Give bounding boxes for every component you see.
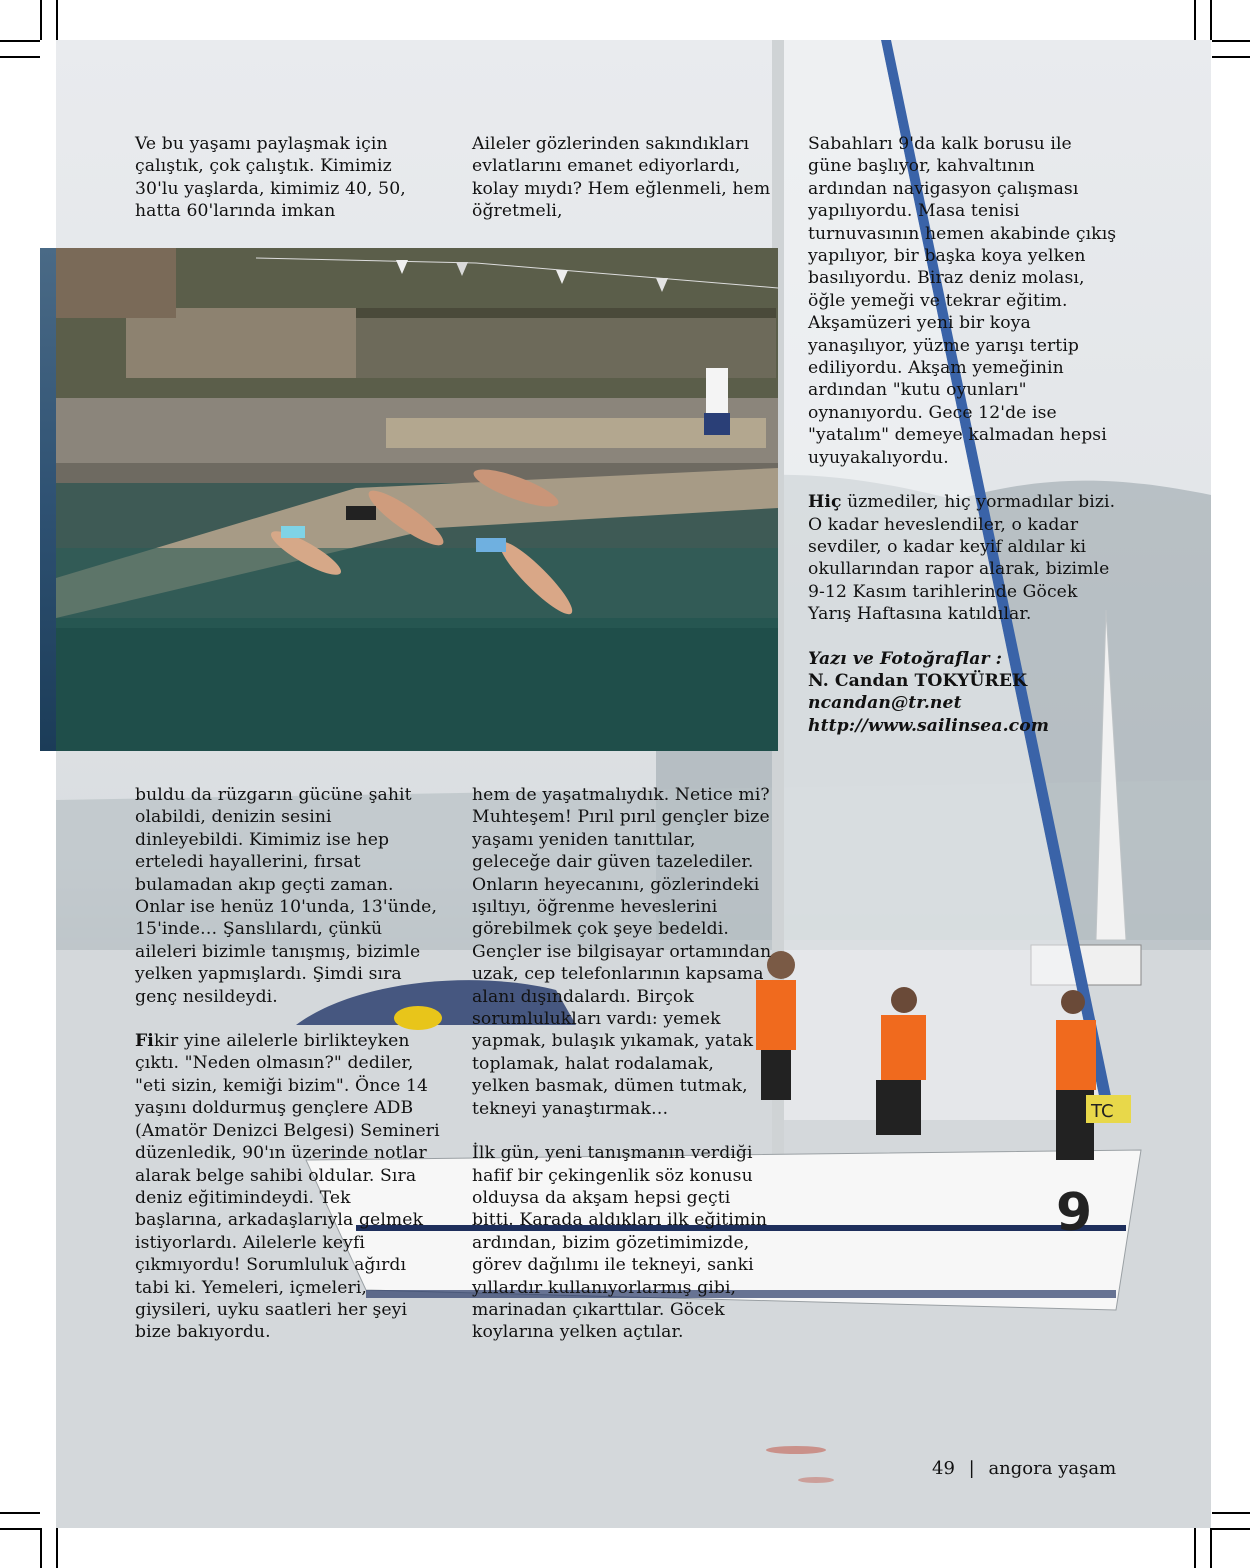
page-edge-strip <box>40 248 56 751</box>
credits-email[interactable]: ncandan@tr.net <box>808 693 962 714</box>
drop-lead: Hiç <box>808 492 842 513</box>
crop-mark <box>1210 0 1212 40</box>
body-paragraph: Sabahları 9'da kalk borusu ile güne başlıyor, kahvaltının ardından navigasyon çalışması yapılıyordu. Masa tenisi turnuvasının hemen akabinde çıkış yapılıyor, bir başka koya yelken basılıyordu. Biraz deniz molası, öğle yemeği ve tekrar eğitim. Akşamüzeri yeni bir koya yanaşılıyor, yüzme yarışı tertip ediliyordu. Akşam yemeğinin ardından "kutu oyunları" oynanıyordu. Gece 12'de ise "yatalım" demeye kalmadan hepsi uyuyakalıyordu. <box>808 134 1117 468</box>
column-1-bottom <box>135 784 440 1344</box>
crop-mark <box>56 0 58 40</box>
body-paragraph: Ve bu yaşamı paylaşmak için çalıştık, çok çalıştık. Kimimiz 30'lu yaşlarda, kimimiz 40, 50, hatta 60'larında imkan <box>135 134 406 222</box>
body-paragraph: buldu da rüzgarın gücüne şahit olabildi, denizin sesini dinleyebildi. Kimimiz ise hep erteledi hayallerini, fırsat bulamadan akıp geçti zaman. Onlar ise henüz 10'unda, 13'ünde, 15'inde… Şanslılardı, çünkü aileleri bizimle tanışmış, bizimle yelken yapmışlardı. Şimdi sıra genç nesildeydi. <box>135 785 438 1007</box>
crop-mark <box>1194 1528 1196 1568</box>
crop-mark <box>40 1528 42 1568</box>
magazine-name: angora yaşam <box>988 1458 1117 1479</box>
body-paragraph <box>135 1030 440 1344</box>
body-paragraph: hem de yaşatmalıydık. Netice mi? Muhteşem! Pırıl pırıl gençler bize yaşamı yeniden tanıttılar, geleceğe dair güven tazelediler. Onların heyecanını, gözlerindeki ışıltıyı, öğrenme heveslerini görebilmek çok şeye bedeldi. Gençler ise bilgisayar ortamından uzak, cep telefonlarının kapsama alanı dışındalardı. Birçok sorumlulukları vardı: yemek yapmak, bulaşık yıkamak, yatak toplamak, halat rodalamak, yelken basmak, dümen tutmak, tekneyi yanaştırmak… <box>472 785 772 1119</box>
crop-mark <box>0 1528 40 1530</box>
crop-mark <box>0 40 40 42</box>
pier-diving-photo <box>56 248 778 751</box>
body-paragraph <box>808 491 1118 625</box>
column-2-top <box>472 133 780 245</box>
column-2-bottom <box>472 784 777 1344</box>
stern-tag-text: TC <box>1091 1101 1114 1122</box>
crop-mark <box>1212 1528 1250 1530</box>
credits-website[interactable]: http://www.sailinsea.com <box>808 715 1050 736</box>
credits <box>808 648 1118 738</box>
crop-mark <box>40 0 42 40</box>
body-paragraph: Aileler gözlerinden sakındıkları evlatlarını emanet ediyorlardı, kolay mıydı? Hem eğlenmeli, hem öğretmeli, <box>472 134 771 222</box>
footer-separator: | <box>968 1458 975 1479</box>
sail-number-text: 9 <box>1056 1183 1093 1243</box>
page-footer <box>932 1458 1116 1479</box>
crop-mark <box>56 1528 58 1568</box>
pier-diving-scene <box>56 248 778 751</box>
drop-lead: Fi <box>135 1031 154 1052</box>
crop-mark <box>1194 0 1196 40</box>
column-3 <box>808 133 1118 737</box>
crop-mark <box>1212 40 1250 42</box>
credits-author: N. Candan TOKYÜREK <box>808 670 1028 691</box>
crop-mark <box>1212 56 1250 58</box>
body-text: üzmediler, hiç yormadılar bizi. O kadar heveslendiler, o kadar sevdiler, o kadar keyif aldılar ki okullarından rapor alarak, bizimle 9-12 Kasım tarihlerinde Göcek Yarış Haftasına katıldılar. <box>808 492 1116 625</box>
crop-mark <box>0 56 40 58</box>
body-paragraph: İlk gün, yeni tanışmanın verdiği hafif bir çekingenlik söz konusu olduysa da akşam hepsi geçti bitti. Karada aldıkları ilk eğitimin ardından, bizim gözetimimizde, görev dağılımı ile tekneyi, sanki yıllardır kullanıyorlarmış gibi, marinadan çıkarttılar. Göcek koylarına yelken açtılar. <box>472 1143 767 1343</box>
crop-mark <box>0 1512 40 1514</box>
column-1-top <box>135 133 435 245</box>
body-text: kir yine ailelerle birlikteyken çıktı. "Neden olmasın?" dediler, "eti sizin, kemiği bizim". Önce 14 yaşını doldurmuş gençlere ADB (Amatör Denizci Belgesi) Semineri düzenledik, 90'ın üzerinde notlar alarak belge sahibi oldular. Sıra deniz eğitimindeydi. Tek başlarına, arkadaşlarıyla gelmek istiyorlardı. Ailelerle keyfi çıkmıyordu! Sorumluluk ağırdı tabi ki. Yemeleri, içmeleri, giysileri, uyku saatleri her şeyi bize bakıyordu. <box>135 1031 440 1343</box>
crop-mark <box>1212 1512 1250 1514</box>
page-number: 49 <box>932 1458 955 1479</box>
credits-label: Yazı ve Fotoğraflar : <box>808 648 1003 669</box>
crop-mark <box>1210 1528 1212 1568</box>
